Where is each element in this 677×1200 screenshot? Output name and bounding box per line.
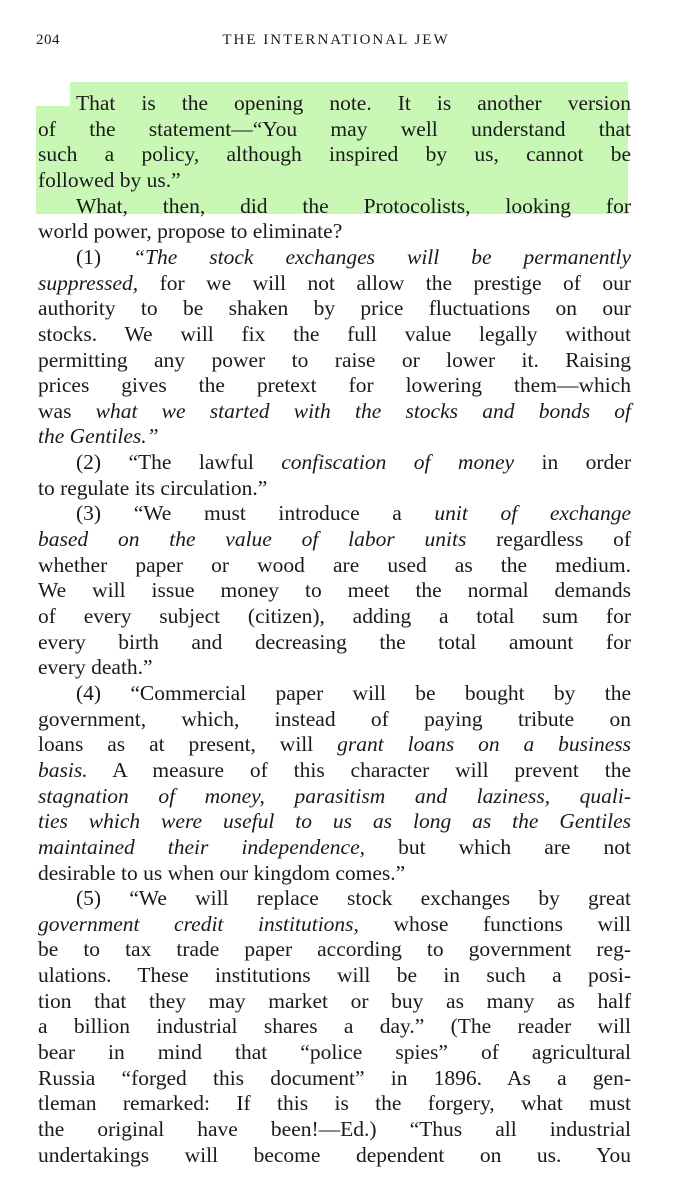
italic-text: suppressed,: [38, 270, 139, 295]
text: followed by us.”: [38, 167, 181, 192]
text: (5) “We will replace stock exchanges by great: [76, 886, 631, 911]
italic-text: basis.: [38, 757, 88, 782]
text: regardless of: [466, 527, 631, 552]
text-line: [76, 90, 631, 116]
text: Russia “forged this document” in 1896. As a gen-: [38, 1065, 631, 1090]
text-line: [38, 860, 631, 886]
text: but which are not: [365, 834, 631, 859]
text-line: [38, 834, 631, 860]
text-line: [38, 372, 631, 398]
italic-text: the Gentiles.”: [38, 424, 159, 449]
text-line: [76, 449, 631, 475]
text: undertakings will become dependent on us. You: [38, 1142, 631, 1167]
text-line: [38, 988, 631, 1014]
text-line: [38, 1116, 631, 1142]
text-line: [38, 141, 631, 167]
text: government, which, instead of paying tribute on: [38, 706, 631, 731]
text: be to tax trade paper according to government reg-: [38, 937, 631, 962]
text-line: [38, 116, 631, 142]
page-header: [36, 32, 636, 54]
text-line: [38, 270, 631, 296]
text-line: [38, 526, 631, 552]
text-line: [38, 1039, 631, 1065]
text: bear in mind that “police spies” of agricultural: [38, 1040, 631, 1065]
text: desirable to us when our kingdom comes.”: [38, 860, 406, 885]
text: tion that they may market or buy as many as half: [38, 988, 631, 1013]
text-line: [38, 731, 631, 757]
text-line: [76, 680, 631, 706]
text-line: [38, 475, 631, 501]
text-line: [38, 1013, 631, 1039]
text-line: [38, 936, 631, 962]
text-line: [38, 1142, 631, 1168]
text: was: [38, 398, 96, 423]
text: A measure of this character will prevent the: [87, 757, 631, 782]
italic-text: government credit institutions,: [38, 911, 359, 936]
text-line: [38, 757, 631, 783]
italic-text: based on the value of labor units: [38, 527, 467, 552]
text: (3) “We must introduce a: [76, 501, 435, 526]
italic-text: unit of exchange: [434, 501, 631, 526]
text-line: [38, 167, 631, 193]
text: of every subject (citizen), adding a total sum for: [38, 604, 631, 628]
text: such a policy, although inspired by us, cannot be: [38, 142, 631, 167]
text-line: [38, 552, 631, 578]
text-line: [38, 654, 631, 680]
text-line: [76, 193, 631, 219]
text: for we will not allow the prestige of our: [138, 270, 631, 295]
text-line: [38, 783, 631, 809]
text: That is the opening note. It is another version: [76, 91, 631, 115]
text-line: [38, 577, 631, 603]
text: the original have been!—Ed.) “Thus all industrial: [38, 1117, 631, 1141]
text-line: [38, 1065, 631, 1091]
page-number: 204: [36, 32, 60, 48]
italic-text: maintained their independence,: [38, 834, 366, 859]
text: stocks. We will fix the full value legally without: [38, 321, 631, 346]
text-line: [76, 244, 631, 270]
text: whether paper or wood are used as the medium.: [38, 552, 631, 577]
text-line: [38, 321, 631, 347]
text: We will issue money to meet the normal demands: [38, 578, 631, 603]
text: ulations. These institutions will be in such a posi-: [38, 963, 631, 988]
text: world power, propose to eliminate?: [38, 219, 343, 244]
text-line: [38, 423, 631, 449]
text: every birth and decreasing the total amount for: [38, 629, 631, 654]
text: authority to be shaken by price fluctuations on our: [38, 296, 631, 321]
running-head: THE INTERNATIONAL JEW: [222, 32, 450, 48]
text: whose functions will: [358, 911, 631, 936]
text-line: [38, 706, 631, 732]
text-line: [38, 808, 631, 834]
italic-text: ties which were useful to us as long as the Gentiles: [38, 809, 631, 834]
text: a billion industrial shares a day.” (The reader will: [38, 1014, 631, 1039]
text-line: [38, 347, 631, 373]
text-line: [38, 629, 631, 655]
text-line: [38, 962, 631, 988]
text: in order: [514, 450, 631, 475]
text: tleman remarked: If this is the forgery, what must: [38, 1091, 631, 1116]
text: (4) “Commercial paper will be bought by the: [76, 680, 631, 705]
text: permitting any power to raise or lower it. Raising: [38, 347, 631, 372]
italic-text: what we started with the stocks and bonds of: [95, 398, 631, 423]
text: (1): [76, 244, 134, 269]
text: (2) “The lawful: [76, 450, 282, 475]
text: What, then, did the Protocolists, looking for: [76, 193, 631, 218]
text: every death.”: [38, 655, 153, 680]
text-line: [38, 603, 631, 629]
italic-text: stagnation of money, parasitism and laziness, quali-: [38, 783, 631, 808]
text: loans as at present, will: [38, 732, 338, 757]
text-line: [38, 911, 631, 937]
text: to regulate its circulation.”: [38, 475, 268, 500]
italic-text: confiscation of money: [281, 450, 515, 475]
italic-text: “The stock exchanges will be permanently: [133, 244, 631, 269]
text-line: [38, 218, 631, 244]
italic-text: grant loans on a business: [337, 732, 631, 757]
text-line: [76, 885, 631, 911]
text-line: [38, 1090, 631, 1116]
text: of the statement—“You may well understand that: [38, 116, 631, 141]
text-line: [38, 295, 631, 321]
text-line: [38, 398, 631, 424]
text-line: [76, 500, 631, 526]
text: prices gives the pretext for lowering them—which: [38, 373, 631, 398]
